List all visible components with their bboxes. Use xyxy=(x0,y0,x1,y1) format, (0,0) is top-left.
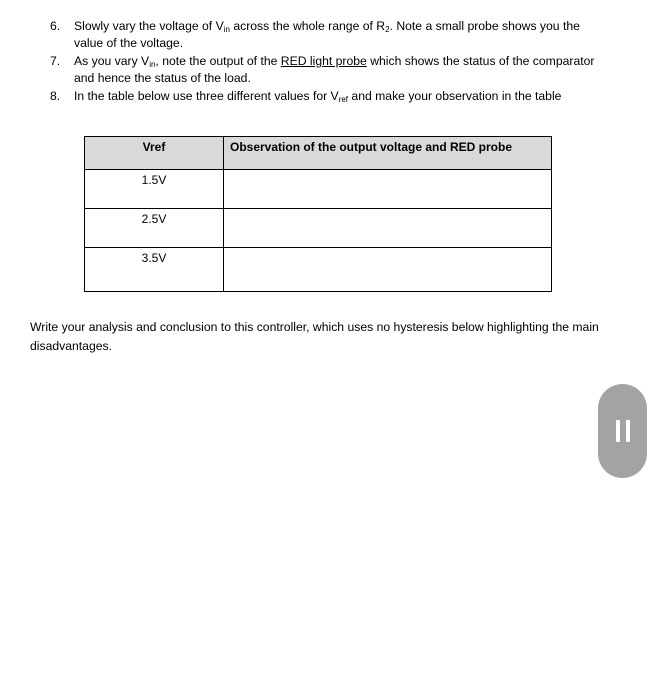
instruction-item-7 xyxy=(50,53,610,87)
scroll-handle[interactable] xyxy=(598,384,647,478)
observation-table xyxy=(84,136,552,292)
red-light-probe-link[interactable]: RED light probe xyxy=(280,54,367,68)
observation-cell[interactable] xyxy=(224,248,552,292)
column-header-vref: Vref xyxy=(85,137,224,170)
analysis-prompt: Write your analysis and conclusion to this controller, which uses no hysteresis below highlighting the main disadvantages. xyxy=(30,320,599,353)
instruction-text: Slowly vary the voltage of $V_{in}$ across the whole range of $R_2$. Note a small probe shows you the value of the voltage. xyxy=(74,19,580,50)
instruction-text: As you vary $V_{in}$, note the output of the RED light probe which shows the status of the comparator and hence the status of the load. xyxy=(74,54,595,85)
table-row xyxy=(85,170,552,209)
instruction-number: 7. xyxy=(50,54,61,68)
table-header-row xyxy=(85,137,552,170)
instruction-number: 8. xyxy=(50,89,61,103)
vref-cell: 1.5V xyxy=(85,170,224,209)
instruction-item-8 xyxy=(50,88,610,105)
drag-handle-icon xyxy=(616,420,630,442)
instruction-list xyxy=(50,18,610,106)
vref-cell: 3.5V xyxy=(85,248,224,292)
observation-cell[interactable] xyxy=(224,170,552,209)
column-header-observation: Observation of the output voltage and RED probe xyxy=(224,137,552,170)
vref-cell: 2.5V xyxy=(85,209,224,248)
instruction-text: In the table below use three different values for $V_{ref}$ and make your observation in the table xyxy=(74,89,562,104)
instruction-item-6 xyxy=(50,18,610,52)
instruction-number: 6. xyxy=(50,19,61,33)
table-row xyxy=(85,248,552,292)
observation-cell[interactable] xyxy=(224,209,552,248)
table-row xyxy=(85,209,552,248)
